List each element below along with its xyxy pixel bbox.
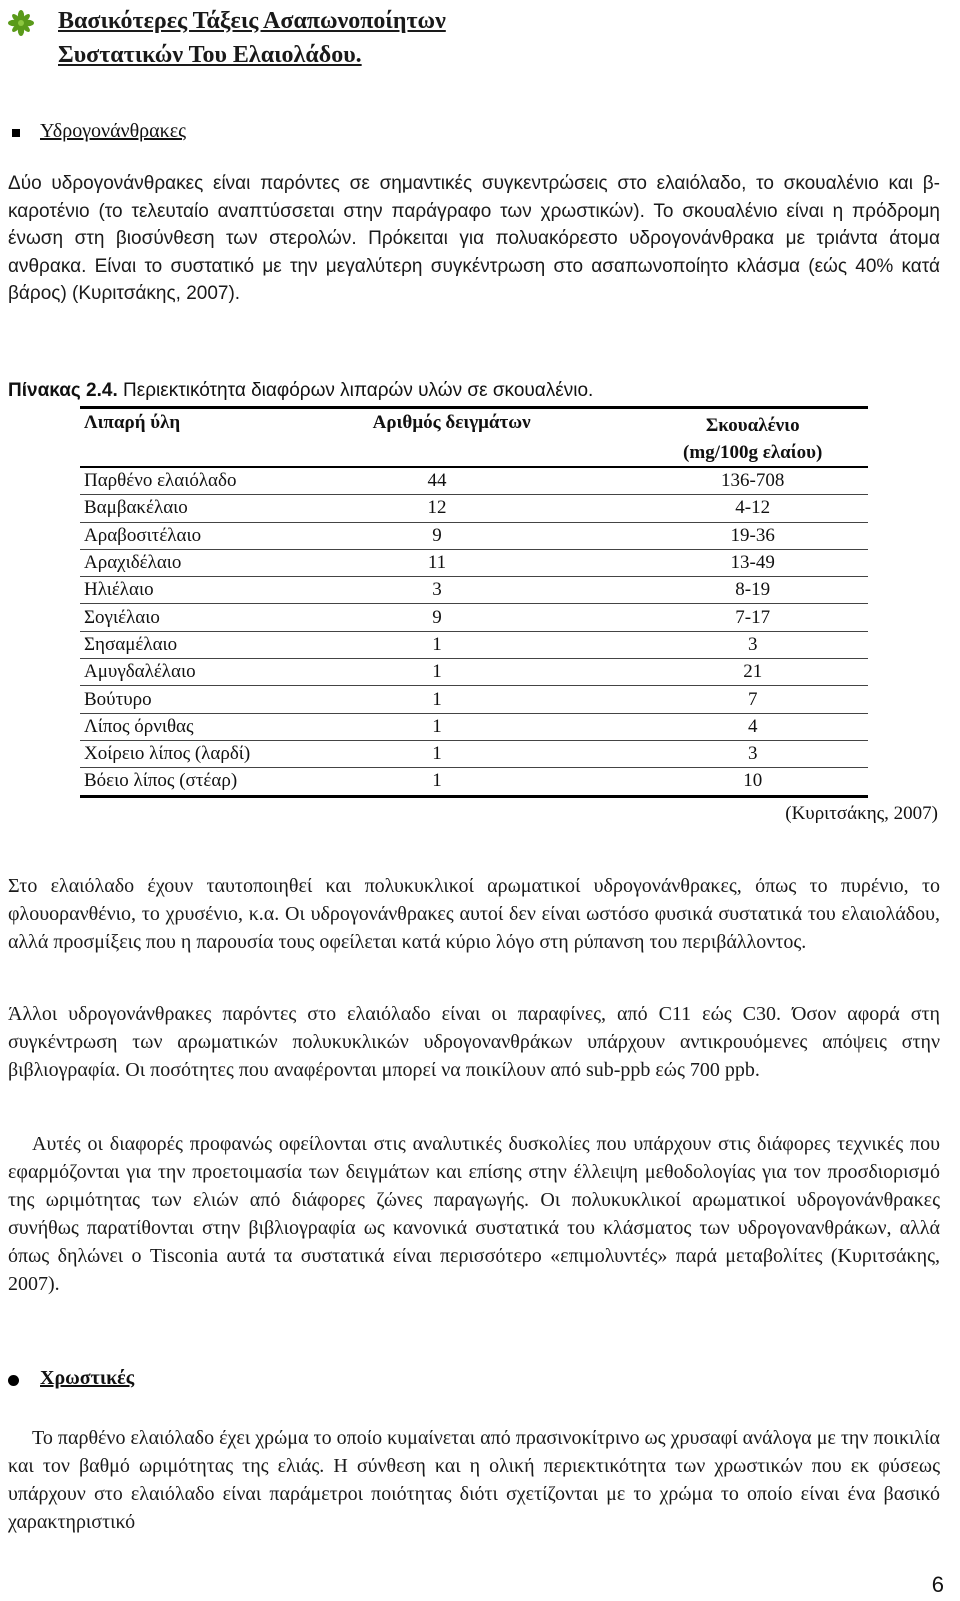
title-line-2: Συστατικών Του Ελαιολάδου. bbox=[58, 42, 362, 68]
cell-samples: 9 bbox=[353, 604, 638, 631]
cell-samples: 1 bbox=[353, 686, 638, 713]
cell-squalene: 21 bbox=[637, 659, 868, 686]
cell-squalene: 8-19 bbox=[637, 577, 868, 604]
table-row bbox=[80, 467, 868, 495]
squalene-table bbox=[80, 406, 868, 798]
cell-samples: 3 bbox=[353, 577, 638, 604]
cell-squalene: 10 bbox=[637, 768, 868, 796]
cell-samples: 11 bbox=[353, 549, 638, 576]
table-row bbox=[80, 604, 868, 631]
cell-samples: 44 bbox=[353, 467, 638, 495]
table-row bbox=[80, 577, 868, 604]
cell-lipid: Χοίρειο λίπος (λαρδί) bbox=[80, 740, 353, 767]
cell-squalene: 4-12 bbox=[637, 495, 868, 522]
header-squalene-unit: (mg/100g ελαίου) bbox=[683, 442, 823, 463]
cell-squalene: 7 bbox=[637, 686, 868, 713]
cell-lipid: Λίπος όρνιθας bbox=[80, 713, 353, 740]
cell-lipid: Αραβοσιτέλαιο bbox=[80, 522, 353, 549]
table-row bbox=[80, 740, 868, 767]
cell-samples: 1 bbox=[353, 768, 638, 796]
table-header-row bbox=[80, 408, 868, 468]
cell-lipid: Ηλιέλαιο bbox=[80, 577, 353, 604]
cell-squalene: 3 bbox=[637, 631, 868, 658]
cell-lipid: Βαμβακέλαιο bbox=[80, 495, 353, 522]
cell-samples: 1 bbox=[353, 631, 638, 658]
cell-lipid: Βόειο λίπος (στέαρ) bbox=[80, 768, 353, 796]
round-bullet-icon bbox=[8, 1375, 19, 1386]
title-line-1: Βασικότερες Τάξεις Ασαπωνοποίητων bbox=[58, 8, 446, 34]
table-source: (Κυριτσάκης, 2007) bbox=[785, 803, 938, 824]
paragraph-paraffins: Άλλοι υδρογονάνθρακες παρόντες στο ελαιόλαδο είναι οι παραφίνες, από C11 εώς C30. Όσον αφορά στη συγκέντρωση των αρωματικών πολυκυκλικών υδρογονανθράκων υπάρχουν αντικρουόμενες απόψεις στην βιβλιογραφία. Οι ποσότητες που αναφέρονται μπορεί να ποικίλουν από sub-ppb εώς 700 ppb. bbox=[8, 1003, 940, 1081]
green-leaf-star-icon bbox=[8, 10, 34, 36]
table-row bbox=[80, 631, 868, 658]
section-title: Υδρογονάνθρακες bbox=[40, 120, 187, 142]
table-caption bbox=[8, 380, 593, 402]
cell-squalene: 13-49 bbox=[637, 549, 868, 576]
header-lipid: Λιπαρή ύλη bbox=[80, 408, 353, 468]
table-row bbox=[80, 768, 868, 796]
cell-samples: 12 bbox=[353, 495, 638, 522]
cell-lipid: Παρθένο ελαιόλαδο bbox=[80, 467, 353, 495]
table-caption-label: Πίνακας 2.4. bbox=[8, 380, 118, 401]
cell-squalene: 19-36 bbox=[637, 522, 868, 549]
table-caption-text: Περιεκτικότητα διαφόρων λιπαρών υλών σε σκουαλένιο. bbox=[123, 380, 594, 401]
header-squalene-name: Σκουαλένιο bbox=[705, 415, 800, 436]
cell-lipid: Βούτυρο bbox=[80, 686, 353, 713]
section-title: Χρωστικές bbox=[40, 1367, 135, 1389]
paragraph-hydrocarbons: Δύο υδρογονάνθρακες είναι παρόντες σε σημαντικές συγκεντρώσεις στο ελαιόλαδο, το σκουαλένιο και β-καροτένιο (το τελευταίο αναπτύσσεται στην παράγραφο των χρωστικών). Το σκουαλένιο είναι η πρόδρομη ένωση στη βιοσύνθεση των στερολών. Πρόκειται για πολυακόρεστο υδρογονάνθρακα με τριάντα άτομα ανθρακα. Είναι το συστατικό με την μεγαλύτερη συγκέντρωση στο ασαπωνοποίητο κλάσμα (εώς 40% κατά βάρος) (Κυριτσάκης, 2007). bbox=[8, 173, 940, 304]
cell-lipid: Σογιέλαιο bbox=[80, 604, 353, 631]
table-row bbox=[80, 659, 868, 686]
cell-lipid: Αραχιδέλαιο bbox=[80, 549, 353, 576]
table-row bbox=[80, 713, 868, 740]
table-row bbox=[80, 686, 868, 713]
cell-squalene: 4 bbox=[637, 713, 868, 740]
table-row bbox=[80, 522, 868, 549]
square-bullet-icon bbox=[12, 129, 20, 137]
header-squalene bbox=[637, 408, 868, 468]
cell-samples: 9 bbox=[353, 522, 638, 549]
table-row bbox=[80, 549, 868, 576]
page-number: 6 bbox=[931, 1572, 944, 1597]
header-samples: Αριθμός δειγμάτων bbox=[353, 408, 638, 468]
cell-lipid: Σησαμέλαιο bbox=[80, 631, 353, 658]
cell-lipid: Αμυγδαλέλαιο bbox=[80, 659, 353, 686]
paragraph-differences: Αυτές οι διαφορές προφανώς οφείλονται στις αναλυτικές δυσκολίες που υπάρχουν στις διάφορες τεχνικές που εφαρμόζονται για την προετοιμασία των δειγμάτων και επίσης στην έλλειψη μεθοδολογίας για τον προσδιορισμό της ωριμότητας των ελιών από διάφορες ζώνες παραγωγής. Οι πολυκυκλικοί αρωματικοί υδρογονάνθρακες συνήθως παρατίθονται στην βιβλιογραφία ως κανονικά συστατικά του κλάσματος των υδρογονανθράκων, αλλά όπως δηλώνει ο Tisconia αυτά τα συστατικά είναι περισσότερο «επιμολυντές» παρά μεταβολίτες (Κυριτσάκης, 2007). bbox=[8, 1133, 940, 1295]
cell-squalene: 136-708 bbox=[637, 467, 868, 495]
cell-samples: 1 bbox=[353, 740, 638, 767]
cell-squalene: 3 bbox=[637, 740, 868, 767]
cell-samples: 1 bbox=[353, 713, 638, 740]
table-row bbox=[80, 495, 868, 522]
paragraph-pah: Στο ελαιόλαδο έχουν ταυτοποιηθεί και πολυκυκλικοί αρωματικοί υδρογονάνθρακες, όπως το πυρένιο, το φλουορανθένιο, το χρυσένιο, κ.α. Οι υδρογονάνθρακες αυτοί δεν είναι ωστόσο φυσικά συστατικά του ελαιολάδου, αλλά προσμίξεις που η παρουσία τους οφείλεται κατά κύριο λόγο στη ρύπανση του περιβάλλοντος. bbox=[8, 875, 940, 953]
cell-samples: 1 bbox=[353, 659, 638, 686]
paragraph-pigments: Το παρθένο ελαιόλαδο έχει χρώμα το οποίο κυμαίνεται από πρασινοκίτρινο ως χρυσαφί ανάλογα με την ποικιλία και τον βαθμό ωριμότητας της ελιάς. Η σύνθεση και η ολική περιεκτικότητα των χρωστικών που εκ φύσεως υπάρχουν στο ελαιόλαδο είναι παράμετροι ποιότητας διότι σχετίζονται με το χρώμα το οποίο είναι ένα βασικό χαρακτηριστικό bbox=[8, 1427, 940, 1533]
cell-squalene: 7-17 bbox=[637, 604, 868, 631]
